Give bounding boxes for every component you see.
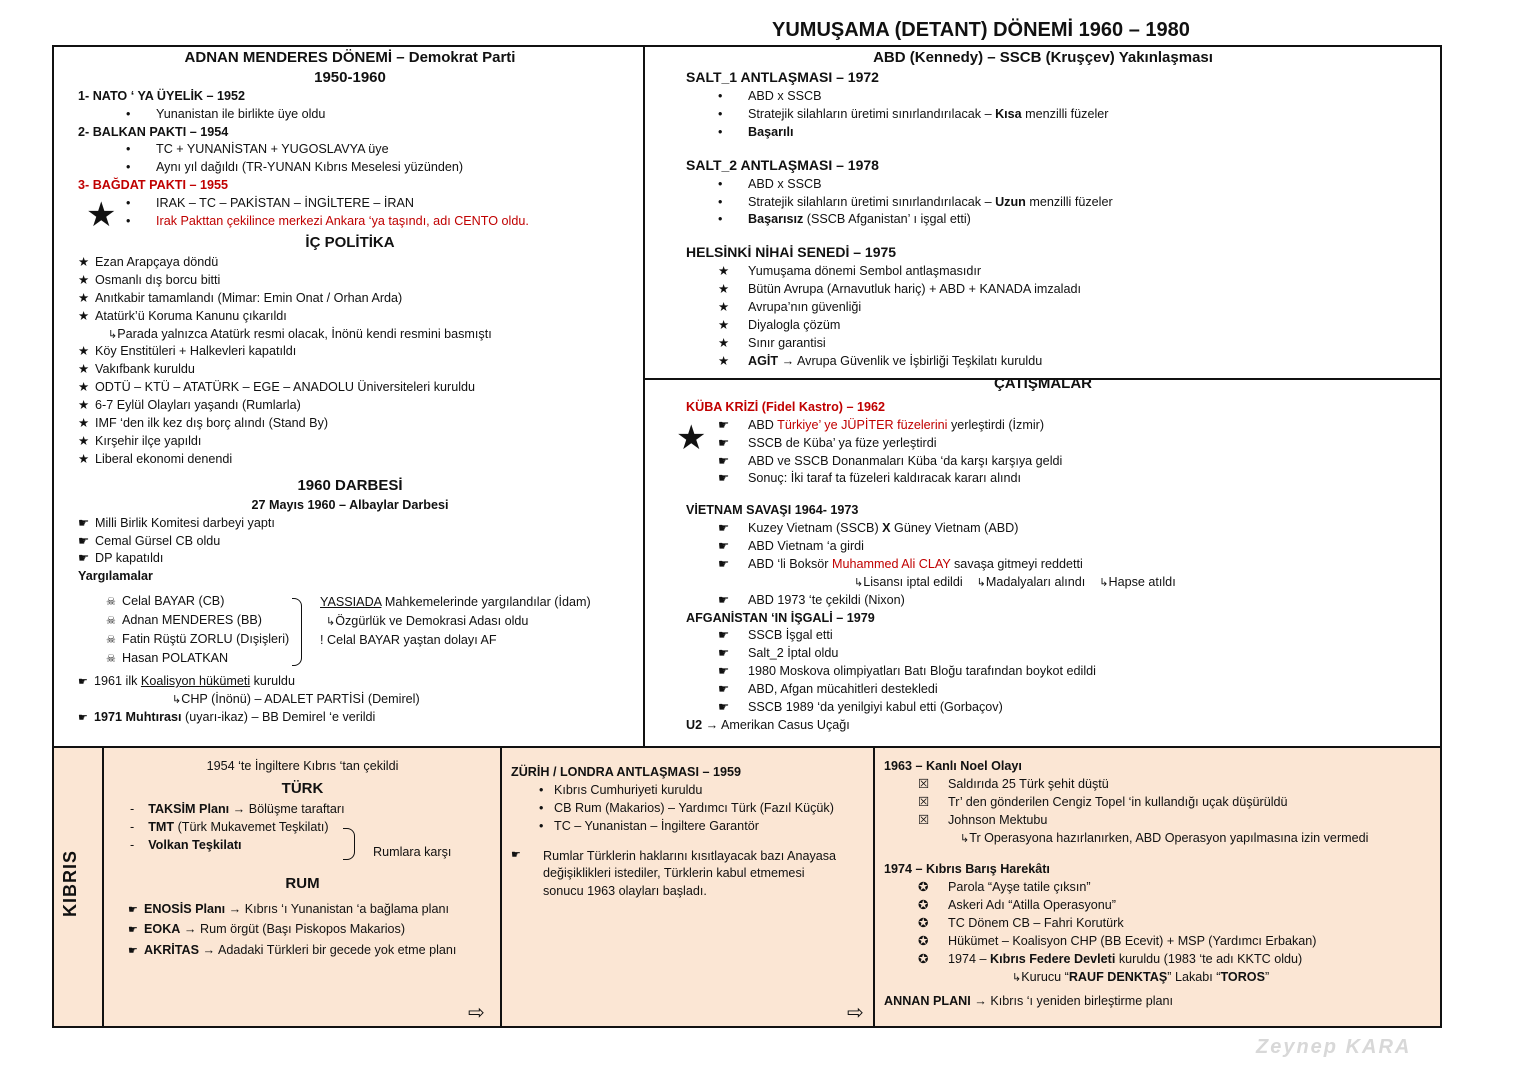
eoka-text: Rum örgüt (Başı Piskopos Makarios) [199, 922, 406, 937]
ic-politika-item-text: ODTÜ – KTÜ – ATATÜRK – EGE – ANADOLU Üniversiteleri kuruldu [95, 380, 476, 395]
darbe-list [60, 515, 640, 569]
helsinki-item: ★ Diyalogla çözüm [718, 317, 841, 332]
baris-item-text: Hükümet – Koalisyon CHP (BB Ecevit) + MSP (Yardımcı Erbakan) [948, 933, 1317, 948]
koalisyon-text-b: kuruldu [250, 674, 295, 688]
zurih-item: • TC – Yunanistan – İngiltere Garantör [539, 818, 759, 833]
afganistan-item: ☛ ABD, Afgan mücahitleri destekledi [718, 682, 938, 697]
brace-yargilama [292, 598, 302, 666]
vietnam-item-2: ABD Vietnam ‘a girdi [748, 539, 864, 554]
helsinki-item: ★ Avrupa’nın güvenliği [718, 299, 862, 314]
kuba-item-1a: ABD [748, 417, 778, 432]
ic-politika-list [60, 254, 640, 326]
baris-item-text: Askeri Adı “Atilla Operasyonu” [948, 898, 1116, 913]
vietnam-item-4: ABD 1973 ‘te çekildi (Nixon) [748, 592, 905, 607]
afganistan-item: ☛ SSCB İşgal etti [718, 628, 833, 643]
bagdat-item-1: IRAK – TC – PAKİSTAN – İNGİLTERE – İRAN [156, 196, 415, 211]
kuba-item-text: ABD ve SSCB Donanmaları Küba ‘da karşı karşıya geldi [748, 453, 1063, 468]
darbe-title: 1960 DARBESİ [297, 476, 403, 494]
divider-horizontal [52, 746, 1442, 748]
ic-politika-item: ★ Atatürk’ü Koruma Kanunu çıkarıldı [78, 308, 287, 323]
muhtira-label: 1971 Muhtırası [94, 709, 182, 724]
yassiada-label: YASSIADA [320, 595, 382, 609]
afganistan-item: ☛ Salt_2 İptal oldu [718, 646, 839, 661]
afganistan-item: ☛ 1980 Moskova olimpiyatları Batı Bloğu tarafından boykot edildi [718, 664, 1096, 679]
vietnam-item-1b: Güney Vietnam (ABD) [890, 521, 1019, 536]
zurih-item-text: CB Rum (Makarios) – Yardımcı Türk (Fazıl Küçük) [554, 800, 834, 815]
kibris-ingiltere: 1954 ‘te İngiltere Kıbrıs ‘tan çekildi [206, 759, 399, 773]
afganistan-item-text: ABD, Afgan mücahitleri destekledi [748, 682, 938, 697]
ic-politika-item-text: Osmanlı dış borcu bitti [95, 272, 221, 287]
salt1-item-3: Başarılı [748, 124, 794, 139]
helsinki-heading: HELSİNKİ NİHAİ SENEDİ – 1975 [686, 244, 897, 261]
salt1-item-2a: Stratejik silahların üretimi sınırlandırılacak – [748, 107, 996, 122]
yassiada-block: YASSIADA Mahkemelerinde yargılandılar (İdam) ↳Özgürlük ve Demokrasi Adası oldu ! Celal BAYAR yaştan dolayı AF [320, 593, 591, 650]
baris-item: ✪ Askeri Adı “Atilla Operasyonu” [918, 898, 1116, 913]
darbe-item-text: DP kapatıldı [95, 551, 164, 566]
ic-politika-item-text: Vakıfbank kuruldu [95, 362, 195, 377]
helsinki-item-text: Sınır garantisi [748, 335, 826, 350]
kuba-item-text: Sonuç: İki taraf ta füzeleri kaldıracak kararı alındı [748, 471, 1021, 486]
ic-politika-list-2 [60, 343, 640, 468]
vietnam-sub-item: Lisansı iptal edildi [863, 574, 963, 589]
koalisyon-underlined: Koalisyon hükümeti [140, 674, 251, 688]
brace-turk [343, 828, 355, 860]
annan-label: ANNAN PLANI [884, 993, 971, 1008]
star-icon-kuba: ★ [676, 419, 707, 457]
divider-vertical [643, 45, 645, 747]
ic-politika-item-text: Atatürk’ü Koruma Kanunu çıkarıldı [95, 308, 287, 323]
koalisyon-text-a: 1961 ilk [94, 674, 141, 688]
rumlara-karsi: Rumlara karşı [373, 845, 452, 859]
afganistan-item-text: SSCB 1989 ‘da yenilgiyi kabul etti (Gorbaçov) [748, 699, 1003, 714]
zurih-item-text: TC – Yunanistan – İngiltere Garantör [554, 818, 759, 833]
nato-item: Yunanistan ile birlikte üye oldu [156, 106, 326, 121]
page-title: YUMUŞAMA (DETANT) DÖNEMİ 1960 – 1980 [772, 19, 1190, 41]
afganistan-heading: AFGANİSTAN ‘IN İŞGALİ – 1979 [686, 610, 875, 625]
vietnam-subs: ↳Lisansı iptal edildi ↳Madalyaları alındı ↳Hapse atıldı [854, 574, 1176, 589]
bagdat-item-2: Irak Pakttan çekilince merkezi Ankara ‘ya taşındı, adı CENTO oldu. [156, 213, 529, 228]
detant-section: ABD (Kennedy) – SSCB (Kruşçev) Yakınlaşması SALT_1 ANTLAŞMASI – 1972 • ABD x SSCB • Stratejik silahların üretimi sınırlandırılacak – Kısa menzilli füzeler • Başarılı SALT_2 ANTLAŞMASI – 1978 • ABD x SSCB • Stratejik silahların üretimi sınırlandırılacak – Uzun menzilli füzeler • Başarısız (SSCB Afganistan’ ı işgal etti) HELSİNKİ NİHAİ SENEDİ – 1975 ★ Yumuşama dönemi Sembol antlaşmasıdır ★ Bütün Avrupa (Arnavutluk hariç) + ABD + KANADA imzaladı ★ Avrupa’nın güvenliği ★ Diyalogla çözüm ★ Sınır garantisi ★ AGİT → Avrupa Güvenlik ve İşbirliği Teşkilatı kuruldu ÇATIŞMALAR KÜBA KRİZİ (Fidel Kastro) – 1962 ☛ ABD Türkiye’ ye JÜPİTER füzelerini yerleştirdi (İzmir) ☛ SSCB de Küba’ ya füze yerleştirdi ☛ ABD ve SSCB Donanmaları Küba ‘da karşı karşıya geldi ☛ Sonuç: İki taraf ta füzeleri kaldıracak kararı alındı VİETNAM SAVAŞI 1964- 1973 ☛ Kuzey Vietnam (SSCB) X Güney Vietnam (ABD) ☛ ABD Vietnam ‘a girdi ☛ ABD ‘li Boksör Muhammed Ali CLAY savaşa gitmeyi reddetti ↳Lisansı iptal edildi ↳Madalyaları alındı ↳Hapse atıldı ☛ ABD 1973 ‘te çekildi (Nixon) AFGANİSTAN ‘IN İŞGALİ – 1979 ☛ SSCB İşgal etti ☛ Salt_2 İptal oldu ☛ 1980 Moskova olimpiyatları Batı Bloğu tarafından boykot edildi ☛ ABD, Afgan mücahitleri destekledi ☛ SSCB 1989 ‘da yenilgiyi kabul etti (Gorbaçov) U2 → Amerikan Casus Uçağı [648, 47, 1438, 735]
turk-heading: TÜRK [281, 779, 324, 797]
kuba-heading: KÜBA KRİZİ (Fidel Kastro) – 1962 [686, 399, 885, 414]
salt2-item-3a: Başarısız [748, 212, 804, 227]
yargilamalar-list [106, 592, 289, 668]
yassiada-text: Mahkemelerinde yargılandılar (İdam) [381, 595, 591, 609]
kuba-item: ☛ Sonuç: İki taraf ta füzeleri kaldıracak kararı alındı [718, 471, 1021, 486]
kurucu-d: TOROS [1220, 969, 1266, 984]
yargilama-name: Celal BAYAR (CB) [122, 594, 225, 608]
afganistan-item-text: 1980 Moskova olimpiyatları Batı Bloğu tarafından boykot edildi [748, 664, 1096, 679]
noel-heading: 1963 – Kanlı Noel Olayı [884, 759, 1022, 773]
agit-label: AGİT [748, 353, 779, 368]
ic-politika-item: ★ IMF ‘den ilk kez dış borç alındı (Stand By) [78, 415, 329, 430]
bagdat-heading: 3- BAĞDAT PAKTI – 1955 [78, 178, 228, 193]
ic-politika-item-text: 6-7 Eylül Olayları yaşandı (Rumlarla) [95, 398, 301, 413]
enosis-text: Kıbrıs ‘ı Yunanistan ‘a bağlama planı [244, 901, 449, 916]
ic-politika-item: ★ Köy Enstitüleri + Halkevleri kapatıldı [78, 344, 297, 359]
helsinki-list [648, 263, 1438, 352]
kibris-col3: 1963 – Kanlı Noel Olayı ☒ Saldırıda 25 Türk şehit düştü ☒ Tr’ den gönderilen Cengiz Topel ‘in kullandığı uçak düşürüldü ☒ Johnson Mektubu ↳Tr Operasyona hazırlanırken, ABD Operasyon yapılmasına izin vermedi 1974 – Kıbrıs Barış Harekâtı ✪ Parola “Ayşe tatile çıksın” ✪ Askeri Adı “Atilla Operasyonu” ✪ TC Dönem CB – Fahri Korutürk ✪ Hükümet – Koalisyon CHP (BB Ecevit) + MSP (Yardımcı Erbakan) ✪ 1974 – Kıbrıs Federe Devleti kuruldu (1983 ‘te adı KKTC oldu) ↳Kurucu “RAUF DENKTAŞ” Lakabı “TOROS” ANNAN PLANI → Kıbrıs ‘ı yeniden birleştirme planı [884, 758, 1434, 1010]
yargilama-name: Adnan MENDERES (BB) [122, 612, 262, 627]
helsinki-item-text: Diyalogla çözüm [748, 317, 841, 332]
tmt-text: (Türk Mukavemet Teşkilatı) [174, 820, 329, 835]
salt2-item-1: ABD x SSCB [748, 176, 822, 191]
yargilama-name: Hasan POLATKAN [122, 650, 229, 665]
darbe-item-text: Milli Birlik Komitesi darbeyi yaptı [95, 515, 275, 530]
noel-item: ☒ Saldırıda 25 Türk şehit düştü [918, 776, 1109, 791]
yargilama-name: Fatin Rüştü ZORLU (Dışişleri) [122, 631, 290, 646]
ic-politika-item: ★ Liberal ekonomi denendi [78, 451, 233, 466]
kuba-item-text: SSCB de Küba’ ya füze yerleştirdi [748, 435, 937, 450]
noel-item-text: Tr’ den gönderilen Cengiz Topel ‘in kullandığı uçak düşürüldü [948, 794, 1288, 809]
vietnam-item-3b: savaşa gitmeyi reddetti [950, 556, 1083, 571]
noel-item: ☒ Johnson Mektubu [918, 812, 1048, 827]
ic-politika-item-text: Köy Enstitüleri + Halkevleri kapatıldı [95, 344, 297, 359]
kurucu-c: ” Lakabı “ [1167, 969, 1221, 984]
ic-politika-title: İÇ POLİTİKA [305, 233, 395, 251]
noel-item-text: Saldırıda 25 Türk şehit düştü [948, 776, 1109, 791]
afganistan-list [648, 627, 1438, 716]
baris-5a: 1974 – [948, 951, 991, 966]
vietnam-heading: VİETNAM SAVAŞI 1964- 1973 [686, 503, 859, 518]
taksim-text: Bölüşme taraftarı [248, 802, 345, 817]
ic-politika-item: ★ Vakıfbank kuruldu [78, 362, 195, 377]
ozgurluk-text: Özgürlük ve Demokrasi Adası oldu [335, 613, 529, 628]
divider-kibris-label [102, 748, 104, 1026]
u2-label: U2 [686, 717, 703, 732]
kuba-item: ☛ ABD ve SSCB Donanmaları Küba ‘da karşı karşıya geldi [718, 453, 1063, 468]
baris-5c: kuruldu (1983 ‘te adı KKTC oldu) [1115, 951, 1303, 966]
salt2-heading: SALT_2 ANTLAŞMASI – 1978 [686, 156, 879, 173]
helsinki-item: ★ Sınır garantisi [718, 335, 826, 350]
divider-kibris-col2 [873, 748, 875, 1026]
vietnam-sub-item: Hapse atıldı [1108, 574, 1176, 589]
kibris-col1: 1954 ‘te İngiltere Kıbrıs ‘tan çekildi TÜRK - TAKSİM Planı → Bölüşme taraftarı - TMT (Türk Mukavemet Teşkilatı) - Volkan Teşkilatı RUM ☛ ENOSİS Planı → Kıbrıs ‘ı Yunanistan ‘a bağlama planı ☛ EOKA → Rum örgüt (Başı Piskopos Makarios) ☛ AKRİTAS → Adadaki Türkleri bir gecede yok etme planı [110, 758, 495, 960]
balkan-item-2: Aynı yıl dağıldı (TR-YUNAN Kıbrıs Meselesi yüzünden) [156, 160, 464, 175]
arrow-right-icon: ⇨ [468, 1002, 485, 1024]
kuba-list [648, 435, 1438, 489]
star-icon: ★ [86, 196, 117, 234]
yargilama-item [106, 592, 289, 611]
zurih-heading: ZÜRİH / LONDRA ANTLAŞMASI – 1959 [511, 765, 741, 779]
nato-heading: 1- NATO ‘ YA ÜYELİK – 1952 [78, 88, 246, 103]
afganistan-item-text: Salt_2 İptal oldu [748, 646, 839, 661]
kurucu-a: Kurucu “ [1021, 969, 1069, 984]
u2-text: Amerikan Casus Uçağı [721, 717, 850, 732]
taksim-label: TAKSİM Planı [148, 802, 230, 817]
muhtira-text: (uyarı-ikaz) – BB Demirel ‘e verildi [181, 709, 376, 724]
zurih-item: • Kıbrıs Cumhuriyeti kuruldu [539, 782, 703, 797]
darbe-subtitle: 27 Mayıs 1960 – Albaylar Darbesi [251, 497, 449, 512]
menderes-section: ADNAN MENDERES DÖNEMİ – Demokrat Parti 1950-1960 1- NATO ‘ YA ÜYELİK – 1952 • Yunanistan ile birlikte üye oldu 2- BALKAN PAKTI – 1954 • TC + YUNANİSTAN + YUGOSLAVYA üye • Aynı yıl dağıldı (TR-YUNAN Kıbrıs Meselesi yüzünden) 3- BAĞDAT PAKTI – 1955 • IRAK – TC – PAKİSTAN – İNGİLTERE – İRAN • Irak Pakttan çekilince merkezi Ankara ‘ya taşındı, adı CENTO oldu. İÇ POLİTİKA ★ Ezan Arapçaya döndü ★ Osmanlı dış borcu bitti ★ Anıtkabir tamamlandı (Mimar: Emin Onat / Orhan Arda) ★ Atatürk’ü Koruma Kanunu çıkarıldı ↳Parada yalnızca Atatürk resmi olacak, İnönü kendi resmini basmıştı ★ Köy Enstitüleri + Halkevleri kapatıldı ★ Vakıfbank kuruldu ★ ODTÜ – KTÜ – ATATÜRK – EGE – ANADOLU Üniversiteleri kuruldu ★ 6-7 Eylül Olayları yaşandı (Rumlarla) ★ IMF ‘den ilk kez dış borç alındı (Stand By) ★ Kırşehir ilçe yapıldı ★ Liberal ekonomi denendi 1960 DARBESİ 27 Mayıs 1960 – Albaylar Darbesi ☛ Milli Birlik Komitesi darbeyi yaptı ☛ Cemal Gürsel CB oldu ☛ DP kapatıldı Yargılamalar [60, 47, 640, 586]
arrow-right-icon-2: ⇨ [847, 1002, 864, 1024]
salt1-heading: SALT_1 ANTLAŞMASI – 1972 [686, 69, 879, 86]
zurih-item-text: Kıbrıs Cumhuriyeti kuruldu [554, 782, 703, 797]
akritas-text: Adadaki Türkleri bir gecede yok etme planı [217, 943, 457, 958]
helsinki-item: ★ Bütün Avrupa (Arnavutluk hariç) + ABD + KANADA imzaladı [718, 282, 1081, 297]
ic-politika-item: ★ Kırşehir ilçe yapıldı [78, 433, 202, 448]
baris-item: ✪ TC Dönem CB – Fahri Korutürk [918, 916, 1124, 930]
ic-politika-item: ★ Ezan Arapçaya döndü [78, 255, 219, 270]
darbe-item: ☛ Milli Birlik Komitesi darbeyi yaptı [78, 515, 275, 530]
kuba-item-1r: Türkiye’ ye JÜPİTER füzelerini [777, 417, 948, 432]
salt2-item-2a: Stratejik silahların üretimi sınırlandırılacak – [748, 194, 996, 209]
catismalar-title: ÇATIŞMALAR [993, 375, 1093, 393]
ic-politika-item-text: Anıtkabir tamamlandı (Mimar: Emin Onat / Orhan Arda) [95, 290, 403, 305]
kurucu-e: ” [1265, 969, 1270, 984]
volkan-label: Volkan Teşkilatı [148, 838, 242, 853]
ic-politika-item-text: IMF ‘den ilk kez dış borç alındı (Stand By) [95, 415, 329, 430]
eoka-label: EOKA [144, 922, 181, 937]
kibris-col2: ZÜRİH / LONDRA ANTLAŞMASI – 1959 • Kıbrıs Cumhuriyeti kuruldu • CB Rum (Makarios) – Yardımcı Türk (Fazıl Küçük) • TC – Yunanistan – İngiltere Garantör ☛ Rumlar Türklerin haklarını kısıtlayacak bazı Anayasa değişiklikleri istediler, Türklerin kabul etmemesi sonucu 1963 olayları başladı. [511, 764, 866, 901]
divider-kibris-col1 [500, 748, 502, 1026]
kuba-item: ☛ SSCB de Küba’ ya füze yerleştirdi [718, 435, 937, 450]
yargilama-item [106, 611, 289, 630]
baris-5b: Kıbrıs Federe Devleti [990, 951, 1116, 966]
zurih-list [511, 782, 866, 836]
ic-politika-item-text: Ezan Arapçaya döndü [95, 255, 219, 270]
annan-text: Kıbrıs ‘ı yeniden birleştirme planı [990, 993, 1174, 1008]
rumlar-line: Rumlar Türklerin haklarını kısıtlayacak bazı Anayasa [543, 848, 837, 863]
salt2-item-2c: menzilli füzeler [1025, 194, 1113, 209]
balkan-heading: 2- BALKAN PAKTI – 1954 [78, 124, 229, 139]
yargilamalar-heading: Yargılamalar [78, 569, 153, 584]
akritas-label: AKRİTAS [144, 943, 200, 958]
enosis-label: ENOSİS Planı [144, 901, 226, 916]
baris-item: ✪ Parola “Ayşe tatile çıksın” [918, 880, 1091, 895]
menderes-title: ADNAN MENDERES DÖNEMİ – Demokrat Parti [184, 49, 516, 66]
yargilama-item [106, 649, 289, 668]
kurucu-b: RAUF DENKTAŞ [1068, 969, 1168, 984]
darbe-item-text: Cemal Gürsel CB oldu [95, 533, 221, 548]
helsinki-item-text: Avrupa’nın güvenliği [748, 299, 862, 314]
koalisyon-sub: CHP (İnönü) – ADALET PARTİSİ (Demirel) [181, 691, 420, 706]
signature: Zeynep KARA [1256, 1036, 1412, 1058]
baris-item-text: TC Dönem CB – Fahri Korutürk [948, 916, 1124, 930]
menderes-years: 1950-1960 [314, 69, 386, 87]
skull-icon: ☠ [106, 633, 116, 646]
ic-politika-item: ★ 6-7 Eylül Olayları yaşandı (Rumlarla) [78, 398, 301, 413]
detant-title: ABD (Kennedy) – SSCB (Kruşçev) Yakınlaşması [873, 49, 1213, 66]
vietnam-sub-item: Madalyaları alındı [985, 574, 1086, 589]
ic-politika-item: ★ Anıtkabir tamamlandı (Mimar: Emin Onat / Orhan Arda) [78, 290, 403, 305]
salt2-item-2b: Uzun [995, 194, 1026, 209]
noel-list [884, 776, 1434, 830]
darbe-item: ☛ DP kapatıldı [78, 551, 164, 566]
helsinki-item-text: Yumuşama dönemi Sembol antlaşmasıdır [748, 264, 982, 279]
kuba-item-1b: yerleştirdi (İzmir) [947, 417, 1045, 432]
baris-item: ✪ Hükümet – Koalisyon CHP (BB Ecevit) + MSP (Yardımcı Erbakan) [918, 933, 1317, 948]
salt1-item-2c: menzilli füzeler [1021, 107, 1109, 122]
yargilama-item [106, 630, 289, 649]
salt1-item-1: ABD x SSCB [748, 89, 822, 104]
rumlar-line: sonucu 1963 olayları başladı. [543, 884, 707, 899]
rumlar-line: değişiklikleri istediler, Türklerin kabul etmemesi [543, 866, 805, 881]
afganistan-item: ☛ SSCB 1989 ‘da yenilgiyi kabul etti (Gorbaçov) [718, 699, 1003, 714]
noel-item-text: Johnson Mektubu [948, 812, 1048, 827]
helsinki-item-text: Bütün Avrupa (Arnavutluk hariç) + ABD + KANADA imzaladı [748, 282, 1081, 297]
baris-item-text: Parola “Ayşe tatile çıksın” [948, 880, 1091, 895]
baris-list [884, 879, 1434, 951]
skull-icon: ☠ [106, 614, 116, 627]
rum-heading: RUM [285, 875, 320, 892]
ic-politika-sub: Parada yalnızca Atatürk resmi olacak, İnönü kendi resmini basmıştı [117, 326, 492, 341]
vietnam-item-3a: ABD ‘li Boksör [748, 556, 832, 571]
salt1-item-2b: Kısa [995, 107, 1022, 122]
ic-politika-item-text: Liberal ekonomi denendi [95, 451, 233, 466]
vietnam-item-3r: Muhammed Ali CLAY [831, 556, 951, 571]
ic-politika-item: ★ ODTÜ – KTÜ – ATATÜRK – EGE – ANADOLU Üniversiteleri kuruldu [78, 380, 476, 395]
vietnam-item-1x: X [882, 521, 891, 536]
darbe-item: ☛ Cemal Gürsel CB oldu [78, 533, 221, 548]
helsinki-item: ★ Yumuşama dönemi Sembol antlaşmasıdır [718, 264, 982, 279]
kibris-label: KIBRIS [60, 849, 80, 917]
afganistan-item-text: SSCB İşgal etti [748, 628, 833, 643]
baris-heading: 1974 – Kıbrıs Barış Harekâtı [884, 862, 1050, 877]
skull-icon: ☠ [106, 596, 116, 608]
ic-politika-item-text: Kırşehir ilçe yapıldı [95, 433, 202, 448]
balkan-item-1: TC + YUNANİSTAN + YUGOSLAVYA üye [156, 142, 389, 157]
rumlar-paragraph [543, 848, 836, 902]
noel-sub: Tr Operasyona hazırlanırken, ABD Operasyon yapılmasına izin vermedi [969, 830, 1369, 845]
af-text: ! Celal BAYAR yaştan dolayı AF [320, 632, 497, 647]
salt2-item-3b: (SSCB Afganistan’ ı işgal etti) [803, 212, 971, 227]
koalisyon-block: ☛ 1961 ilk Koalisyon hükümeti kuruldu ↳CHP (İnönü) – ADALET PARTİSİ (Demirel) ☛ 1971 Muhtırası (uyarı-ikaz) – BB Demirel ‘e verildi [78, 674, 420, 724]
agit-text: Avrupa Güvenlik ve İşbirliği Teşkilatı kuruldu [797, 353, 1043, 368]
noel-item: ☒ Tr’ den gönderilen Cengiz Topel ‘in kullandığı uçak düşürüldü [918, 794, 1288, 809]
ic-politika-item: ★ Osmanlı dış borcu bitti [78, 272, 221, 287]
skull-icon: ☠ [106, 652, 116, 665]
zurih-item: • CB Rum (Makarios) – Yardımcı Türk (Fazıl Küçük) [539, 800, 834, 815]
vietnam-item-1a: Kuzey Vietnam (SSCB) [748, 521, 883, 536]
tmt-label: TMT [148, 820, 175, 835]
